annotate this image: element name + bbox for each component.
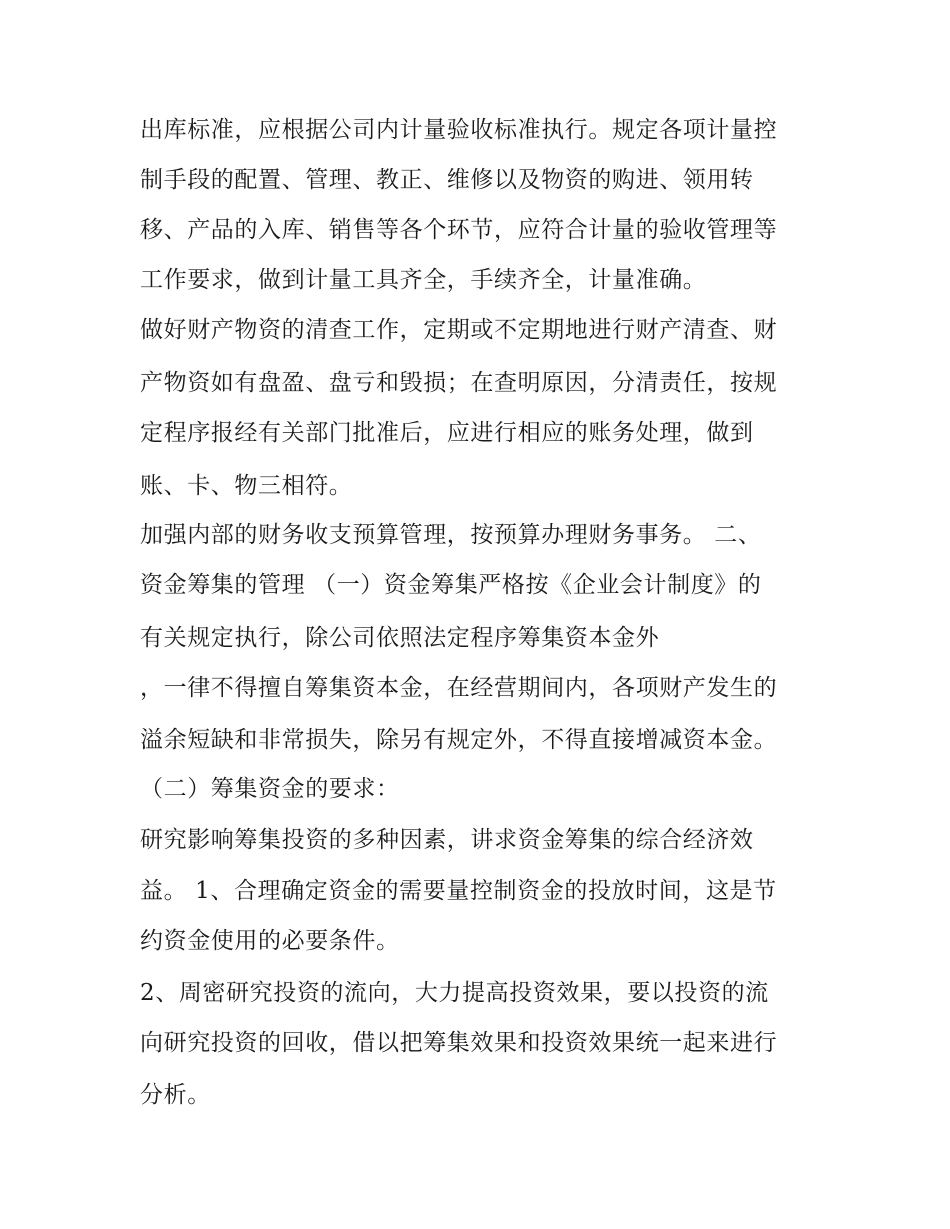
text-line-12: ，一律不得擅自筹集资本金，在经营期间内，各项财产发生的 — [140, 675, 778, 701]
text-line-19: 向研究投资的回收，借以把筹集效果和投资效果统一起来进行 — [140, 1030, 778, 1056]
text-line-14: （二）筹集资金的要求： — [140, 776, 400, 802]
text-line-16: 益。 1、合理确定资金的需要量控制资金的投放时间，这是节 — [140, 878, 777, 904]
text-line-8: 账、卡、物三相符。 — [140, 473, 353, 499]
text-line-17: 约资金使用的必要条件。 — [140, 928, 400, 954]
text-line-13: 溢余短缺和非常损失，除另有规定外，不得直接增减资本金。 — [140, 727, 778, 753]
text-line-15: 研究影响筹集投资的多种因素，讲求资金筹集的综合经济效 — [140, 827, 754, 853]
text-line-7: 定程序报经有关部门批准后，应进行相应的账务处理，做到 — [140, 420, 754, 446]
text-line-6: 产物资如有盘盈、盘亏和毁损；在查明原因，分清责任，按规 — [140, 370, 778, 396]
text-line-20: 分析。 — [140, 1082, 211, 1108]
text-line-2: 制手段的配置、管理、教正、维修以及物资的购进、领用转 — [140, 167, 754, 193]
text-line-9: 加强内部的财务收支预算管理，按预算办理财务事务。 二、 — [140, 522, 762, 548]
text-line-10: 资金筹集的管理 （一）资金筹集严格按《企业会计制度》的 — [140, 572, 762, 598]
text-line-1: 出库标准，应根据公司内计量验收标准执行。规定各项计量控 — [140, 117, 778, 143]
text-line-18: 2、周密研究投资的流向，大力提高投资效果，要以投资的流 — [140, 980, 769, 1006]
text-line-4: 工作要求，做到计量工具齐全，手续齐全，计量准确。 — [140, 267, 707, 293]
text-line-3: 移、产品的入库、销售等各个环节，应符合计量的验收管理等 — [140, 217, 778, 243]
text-line-11: 有关规定执行，除公司依照法定程序筹集资本金外 — [140, 625, 660, 651]
text-line-5: 做好财产物资的清查工作，定期或不定期地进行财产清查、财 — [140, 317, 778, 343]
